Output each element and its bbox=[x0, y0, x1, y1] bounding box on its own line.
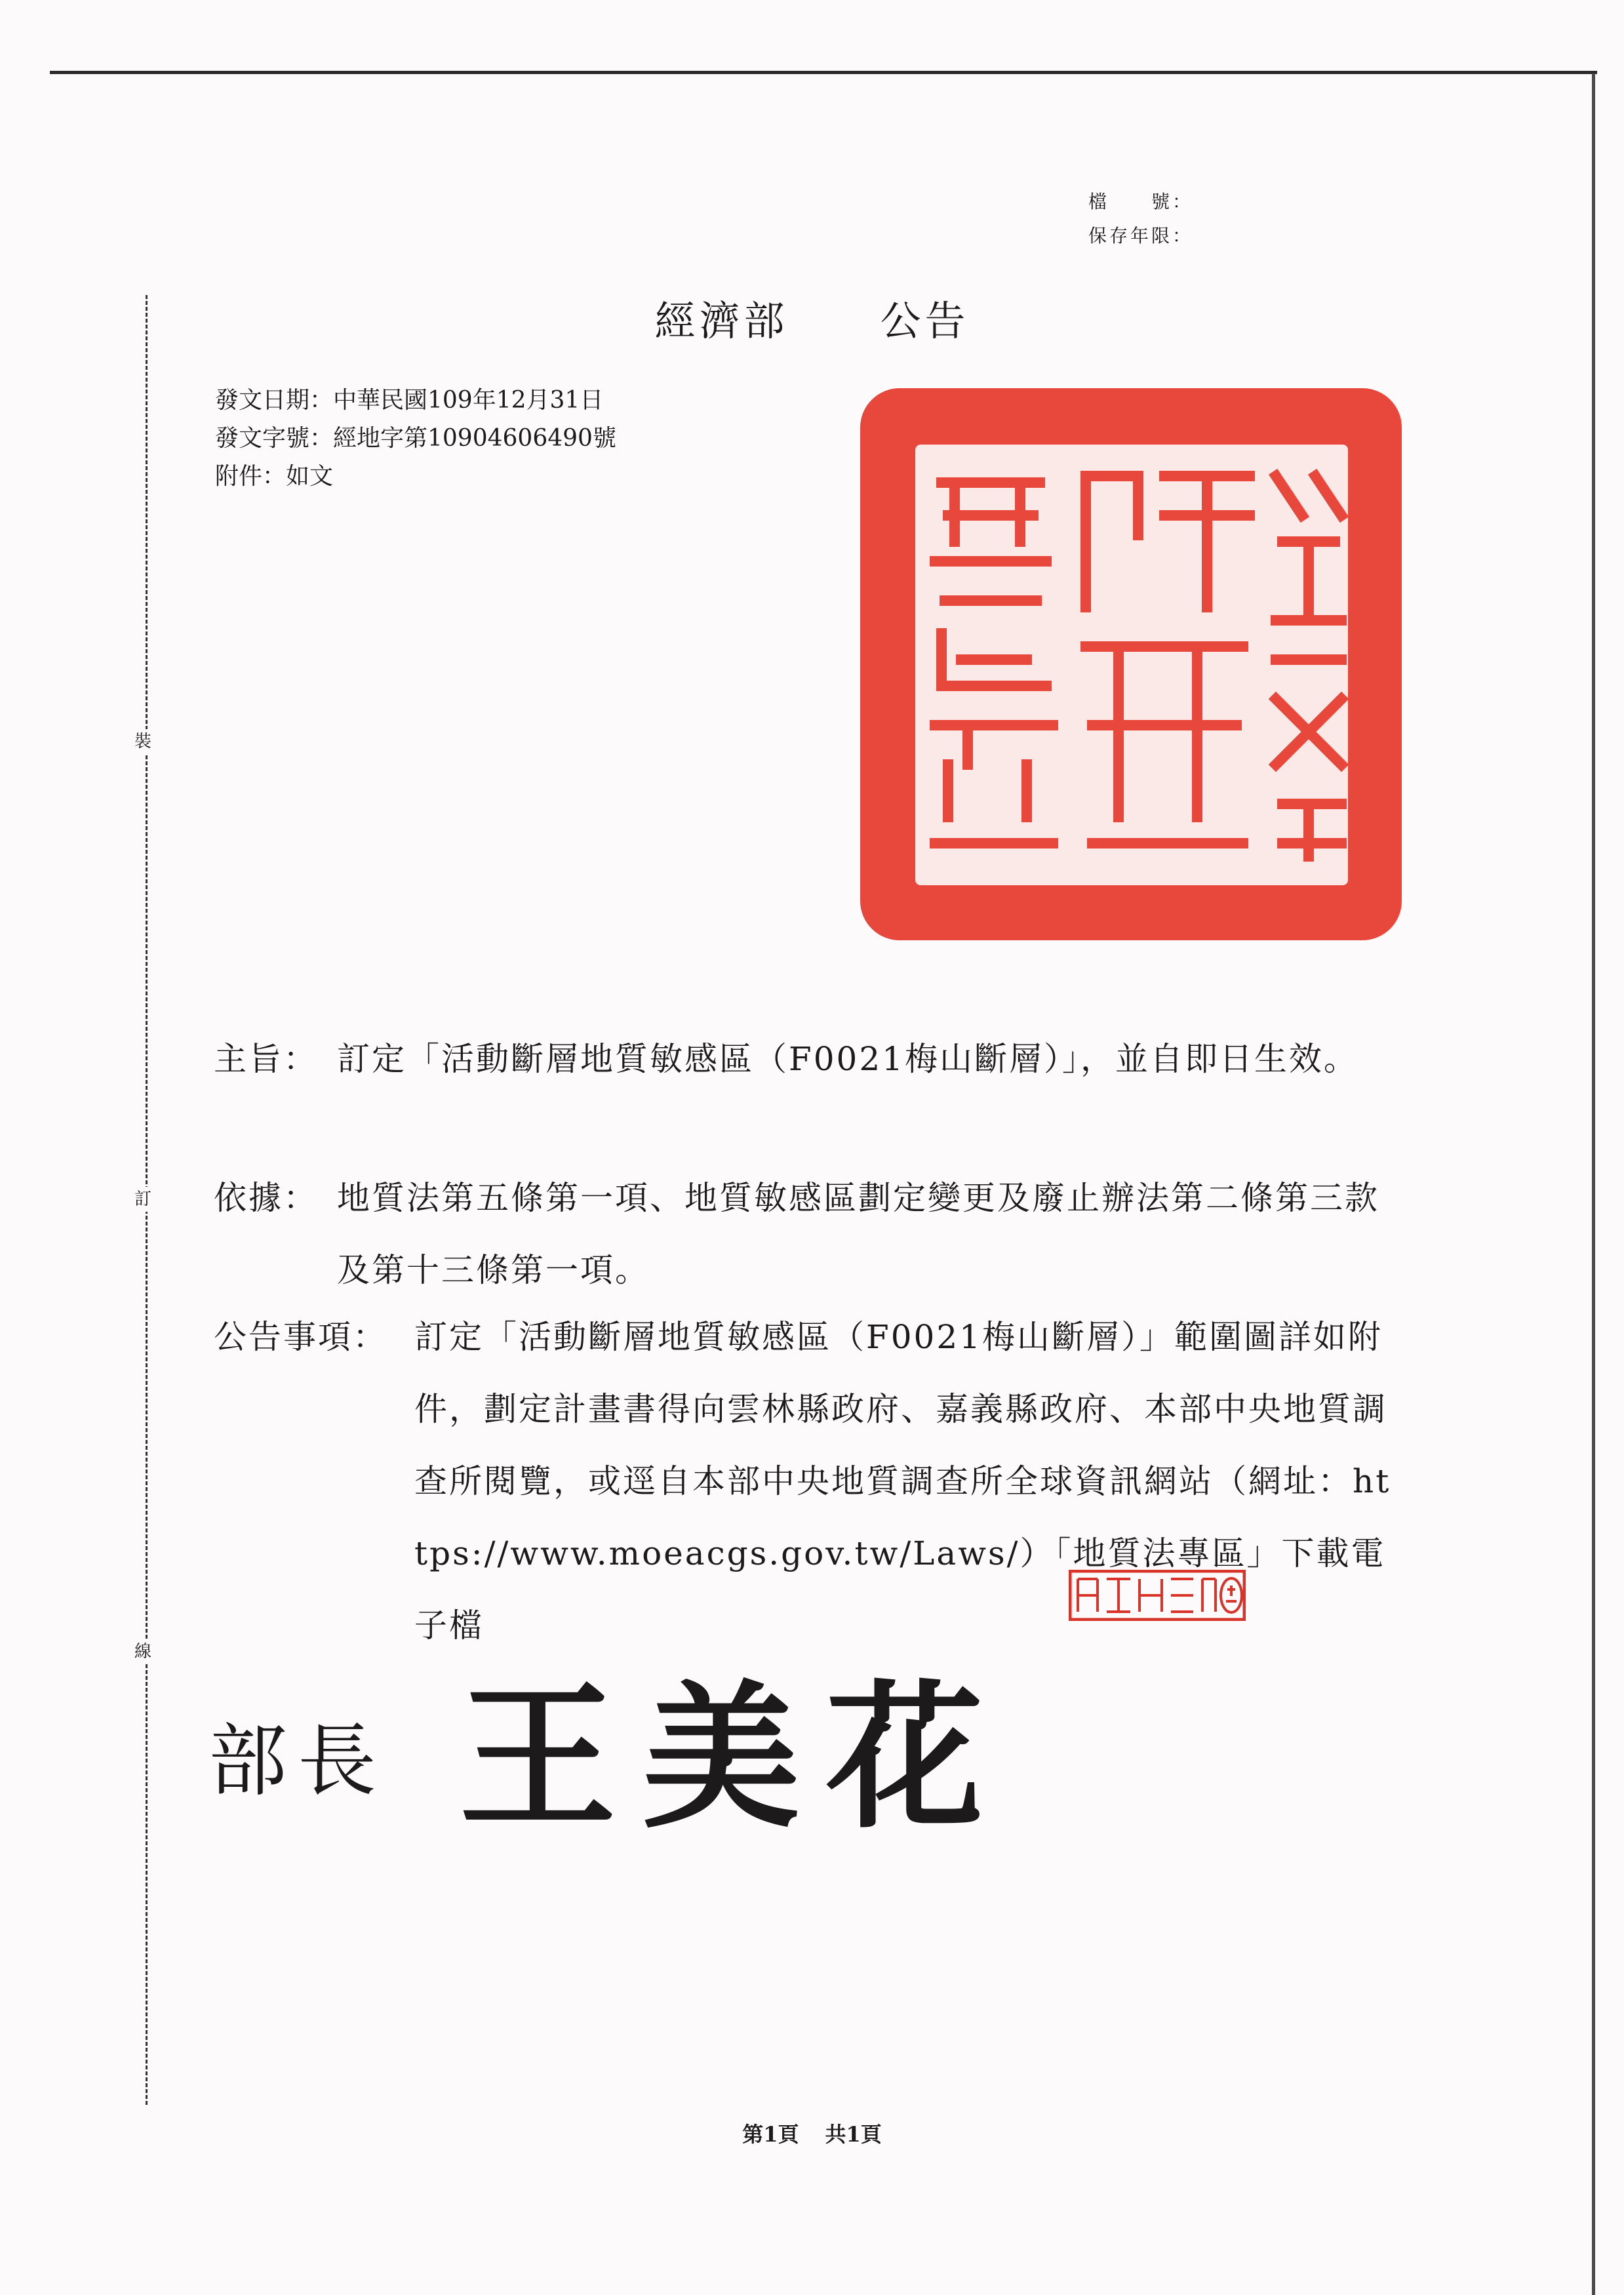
subject-label: 主旨： bbox=[214, 1040, 318, 1078]
document-title bbox=[0, 289, 1624, 347]
notice-label: 公告事項： bbox=[214, 1318, 387, 1356]
basis-text: 地質法第五條第一項、地質敏感區劃定變更及廢止辦法第二條第三款及第十三條第一項。 bbox=[337, 1179, 1379, 1289]
minister-title: 部長 bbox=[208, 1716, 387, 1807]
basis-label: 依據： bbox=[214, 1179, 318, 1217]
official-seal-large bbox=[856, 384, 1406, 944]
subject-text: 訂定「活動斷層地質敏感區（F0021梅山斷層）」，並自即日生效。 bbox=[337, 1040, 1358, 1078]
binding-char-xian: 線 bbox=[134, 1639, 151, 1664]
file-meta bbox=[1088, 185, 1193, 253]
current-page: 第1頁 bbox=[742, 2122, 799, 2147]
file-number-label: 檔 號： bbox=[1088, 191, 1194, 212]
issue-info bbox=[215, 382, 616, 496]
issue-date: 發文日期：中華民國109年12月31日 bbox=[215, 387, 604, 414]
official-seal-small bbox=[1069, 1570, 1246, 1621]
binding-char-ding: 訂 bbox=[134, 1187, 151, 1212]
scan-edge-top bbox=[50, 71, 1597, 74]
notice-text: 訂定「活動斷層地質敏感區（F0021梅山斷層）」範圍圖詳如附件，劃定計畫書得向雲林縣政府、嘉義縣政府、本部中央地質調查所閱覽，或逕自本部中央地質調查所全球資訊網站（網址：https://www.moeacgs.gov.tw/Laws/）「地質法專區」下載電子檔 bbox=[414, 1318, 1391, 1645]
binding-char-zhuang: 裝 bbox=[134, 729, 151, 754]
issuing-organization: 經濟部 bbox=[654, 297, 789, 345]
minister-signature: 王美花 bbox=[459, 1665, 1010, 1850]
retention-period-label: 保存年限： bbox=[1088, 225, 1194, 247]
attachment-info: 附件：如文 bbox=[215, 463, 334, 490]
document-type: 公告 bbox=[880, 297, 970, 345]
document-number: 發文字號：經地字第10904606490號 bbox=[215, 425, 616, 452]
scan-edge-right bbox=[1592, 73, 1595, 2295]
page-number bbox=[0, 2118, 1624, 2148]
total-pages: 共1頁 bbox=[825, 2122, 882, 2147]
